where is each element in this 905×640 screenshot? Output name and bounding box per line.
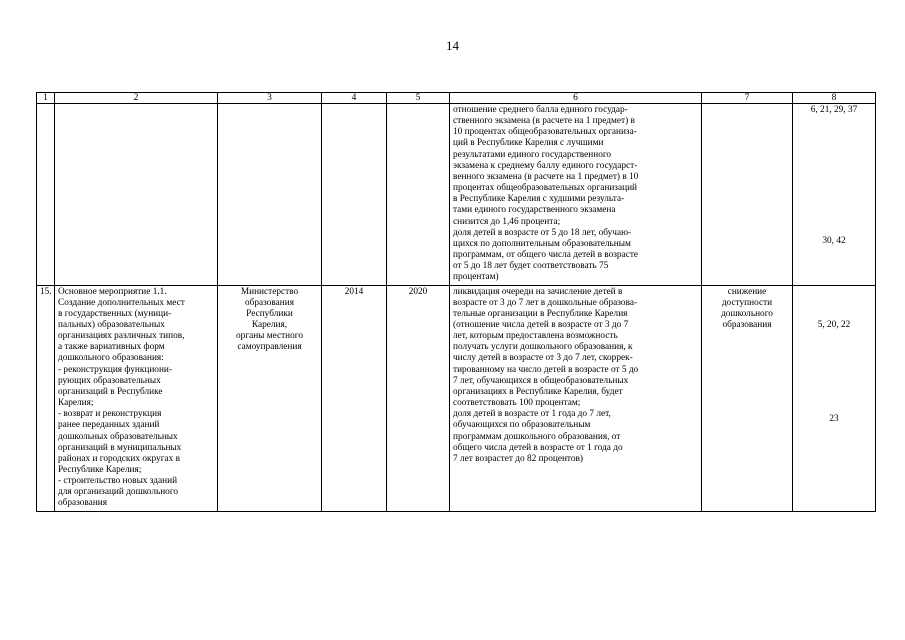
cell-empty — [218, 104, 322, 286]
table-row-15 — [37, 285, 876, 511]
cell-responsible: Министерство образования Республики Карелия, органы местного самоуправления — [218, 285, 322, 511]
indicator-refs-text: 6, 21, 29, 37 — [810, 105, 858, 115]
cell-activity-name: Основное мероприятие 1.1. Создание дополнительных мест в государственных (муници- пальных) образовательных организациях различных типов, а также вариативных форм дошкольного образования: - реконструкция функциони- рующих образовательных организаций в Республике Карелия; - возврат и реконструкция ранее переданных зданий дошкольных образовательных организаций в муниципальных районах и городских округах в Республике Карелия; - строительство новых зданий для организаций дошкольного образования — [55, 285, 218, 511]
column-header-6: 6 — [450, 93, 702, 104]
cell-empty — [387, 104, 450, 286]
cell-empty — [322, 104, 387, 286]
column-header-3: 3 — [218, 93, 322, 104]
column-header-4: 4 — [322, 93, 387, 104]
column-number-row — [37, 93, 876, 104]
cell-indicator-refs — [793, 104, 876, 286]
cell-expected-results — [450, 285, 702, 511]
column-header-5: 5 — [387, 93, 450, 104]
cell-expected-results — [450, 104, 702, 286]
table-row-continuation — [37, 104, 876, 286]
column-header-7: 7 — [702, 93, 793, 104]
cell-empty — [55, 104, 218, 286]
expected-result-text: отношение среднего балла единого государ- ственного экзамена (в расчете на 1 предмет) в 10 процентах общеобразовательных организа- ций в Республике Карелия с лучшими результатами единого государственного экзамена к среднему баллу единого государст- венного экзамена (в расчете на 1 предмет) в 10 процентах общеобразовательных организаций в Республике Карелия с худшими результа- тами единого государственного экзамена снизится до 1,46 процента; — [453, 105, 639, 227]
page-number: 14 — [446, 38, 459, 53]
expected-result-text: доля детей в возрасте от 1 года до 7 лет, обучающихся по образовательным программам дошкольного образования, от общего числа детей в возрасте от 1 года до 7 лет возрастет до 82 процентов) — [453, 409, 623, 464]
cell-empty — [702, 104, 793, 286]
column-header-2: 2 — [55, 93, 218, 104]
column-header-1: 1 — [37, 93, 55, 104]
cell-start-year: 2014 — [322, 285, 387, 511]
indicator-refs-text: 5, 20, 22 — [817, 319, 851, 330]
cell-consequences: снижение доступности дошкольного образования — [702, 285, 793, 511]
cell-end-year: 2020 — [387, 285, 450, 511]
indicator-refs-text: 23 — [829, 413, 839, 424]
program-activities-table — [36, 92, 876, 512]
indicator-refs-text: 30, 42 — [822, 236, 846, 246]
expected-result-text: доля детей в возрасте от 5 до 18 лет, обучаю- щихся по дополнительным образовательным программам, от общего числа детей в возрасте от 5 до 18 лет будет соответствовать 75 процентам) — [453, 227, 639, 283]
expected-result-text: ликвидация очереди на зачисление детей в возрасте от 3 до 7 лет в дошкольные образова- тельные организации в Республике Карелия (отношение числа детей в возрасте от 3 до 7 лет, которым предоставлена возможность получать услуги дошкольного образования, к числу детей в возрасте от 3 до 7 лет, скоррек- тированному на число детей в возрасте от 5 до 7 лет, обучающихся в общеобразовательных организациях в Республике Карелия, будет соответствовать 100 процентам; — [453, 286, 639, 409]
cell-indicator-refs — [793, 285, 876, 511]
cell-empty — [37, 104, 55, 286]
cell-row-number: 15. — [37, 285, 55, 511]
column-header-8: 8 — [793, 93, 876, 104]
